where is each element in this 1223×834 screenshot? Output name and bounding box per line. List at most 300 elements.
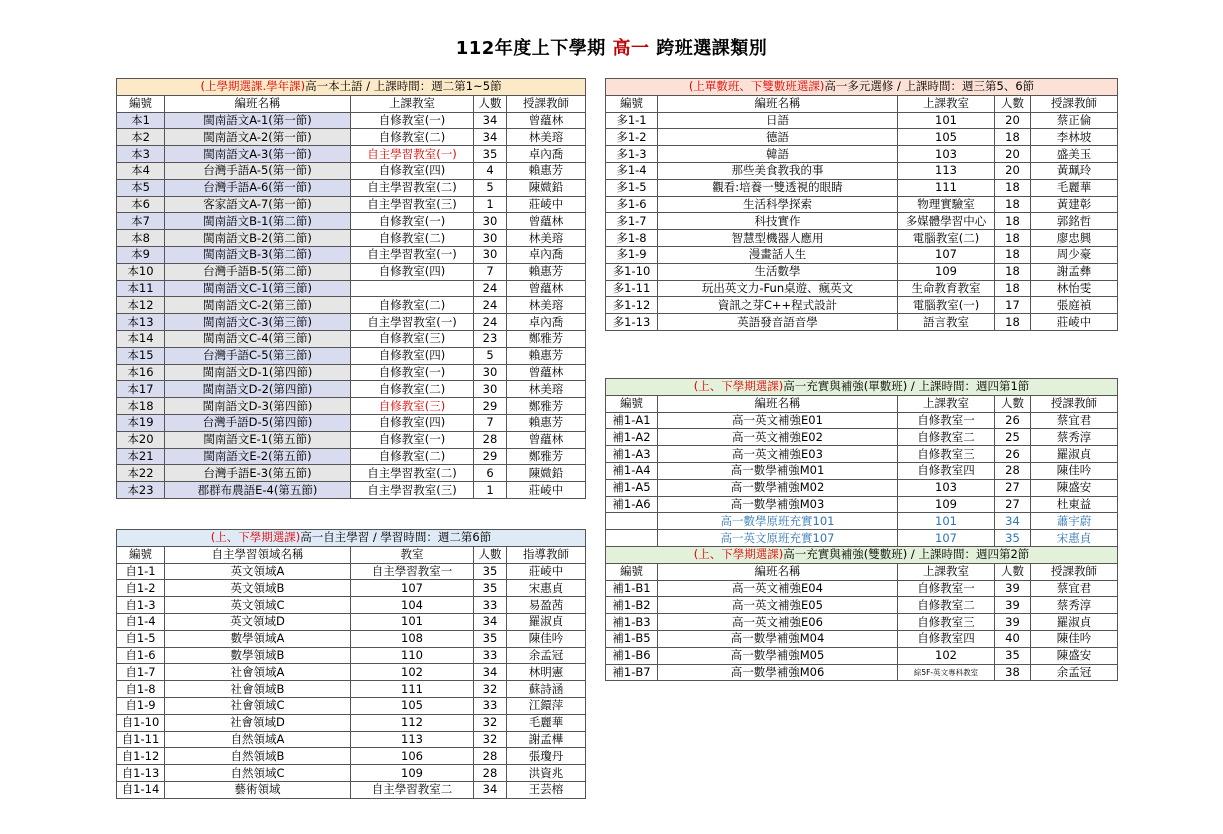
table-cell: 閩南語文A-3(第一節) [165, 146, 351, 163]
table-row [606, 146, 1118, 163]
table-cell: 102 [351, 664, 474, 681]
table-cell: 本8 [117, 230, 165, 247]
table-row [606, 412, 1118, 429]
caption-term: (上、下學期選課) [693, 547, 784, 562]
table-cell: 39 [995, 614, 1031, 631]
table-cell: 日語 [658, 112, 898, 129]
table-cell: 30 [474, 213, 507, 230]
table-cell: 112 [351, 714, 474, 731]
table-cell: 閩南語文B-2(第二節) [165, 230, 351, 247]
table-cell: 高一英文補強E05 [658, 597, 898, 614]
table-cell: 30 [474, 246, 507, 263]
table-cell: 自1-5 [117, 630, 165, 647]
table-cell: 補1-A5 [606, 479, 658, 496]
table-cell: 18 [995, 263, 1031, 280]
table-cell: 自修教室(三) [351, 398, 474, 415]
table-cell: 杜東益 [1031, 496, 1118, 513]
table-cell: 5 [474, 347, 507, 364]
table-cell: 本14 [117, 330, 165, 347]
table-cell: 本19 [117, 414, 165, 431]
table-cell: 28 [474, 748, 507, 765]
table-header [606, 379, 1118, 396]
table-cell: 108 [351, 630, 474, 647]
table-row [117, 765, 586, 782]
table-cell: 109 [898, 496, 995, 513]
column-header: 上課教室 [898, 95, 995, 112]
table-cell: 本11 [117, 280, 165, 297]
table-cell: 陳盛安 [1031, 647, 1118, 664]
table-cell: 莊崚中 [507, 196, 586, 213]
column-header: 編號 [606, 95, 658, 112]
table-cell: 28 [995, 462, 1031, 479]
table-cell: 多1-8 [606, 230, 658, 247]
table-cell: 自修教室三 [898, 446, 995, 463]
table-cell: 自主學習教室(三) [351, 196, 474, 213]
table-cell: 自修教室一 [898, 412, 995, 429]
table-cell: 本4 [117, 162, 165, 179]
table-cell: 那些美食教我的事 [658, 162, 898, 179]
table-cell: 本5 [117, 179, 165, 196]
column-header: 編號 [117, 95, 165, 112]
table-cell: 廖忠興 [1031, 230, 1118, 247]
table-cell: 卓內喬 [507, 314, 586, 331]
table-cell: 本16 [117, 364, 165, 381]
table-row [606, 647, 1118, 664]
table-cell: 107 [898, 530, 995, 547]
table-row [117, 381, 586, 398]
table-cell: 閩南語文C-2(第三節) [165, 297, 351, 314]
table-cell: 40 [995, 630, 1031, 647]
table-cell: 自1-6 [117, 647, 165, 664]
table-cell: 補1-B5 [606, 630, 658, 647]
table-cell: 台灣手語D-5(第四節) [165, 414, 351, 431]
column-header: 編班名稱 [658, 95, 898, 112]
table-cell: 自主學習教室(一) [351, 314, 474, 331]
table-cell: 多1-11 [606, 280, 658, 297]
table-cell: 林美瑢 [507, 230, 586, 247]
table-cell: 資訊之芽C++程式設計 [658, 297, 898, 314]
table-cell: 29 [474, 398, 507, 415]
table-cell: 盛美玉 [1031, 146, 1118, 163]
table-row [117, 781, 586, 798]
table-cell: 林美瑢 [507, 297, 586, 314]
table-cell: 台灣手語A-5(第一節) [165, 162, 351, 179]
title-highlight: 高一 [612, 38, 650, 59]
table-cell: 陳佳吟 [1031, 462, 1118, 479]
table-row [117, 129, 586, 146]
table-cell: 20 [995, 112, 1031, 129]
table-cell: 本6 [117, 196, 165, 213]
table-cell: 113 [351, 731, 474, 748]
table-row [606, 263, 1118, 280]
column-header: 編班名稱 [165, 95, 351, 112]
table-cell: 26 [995, 412, 1031, 429]
table-cell: 自1-11 [117, 731, 165, 748]
table-cell: 電腦教室(二) [898, 230, 995, 247]
table-cell: 生活科學探索 [658, 196, 898, 213]
table-cell: 陳媺鉛 [507, 179, 586, 196]
column-header: 授課教師 [1031, 95, 1118, 112]
table-cell: 34 [474, 781, 507, 798]
table-cell: 113 [898, 162, 995, 179]
table-row [117, 681, 586, 698]
table-cell: 107 [351, 580, 474, 597]
table-cell: 自修教室(四) [351, 162, 474, 179]
table-cell: 補1-A4 [606, 462, 658, 479]
table-caption [117, 530, 586, 547]
table-cell: 18 [995, 179, 1031, 196]
page-title: 112年度上下學期 高一 跨班選課類別 [455, 38, 768, 59]
table-cell: 28 [474, 765, 507, 782]
table-cell: 38 [995, 664, 1031, 681]
table-cell: 自主學習教室(二) [351, 465, 474, 482]
table-cell: 30 [474, 230, 507, 247]
table-cell: 台灣手語E-3(第五節) [165, 465, 351, 482]
table-cell: 補1-B3 [606, 614, 658, 631]
table-row [606, 496, 1118, 513]
table-cell: 自修教室(二) [351, 129, 474, 146]
table-cell: 自修教室四 [898, 630, 995, 647]
table-cell [606, 513, 658, 530]
table-cell: 自主學習教室(二) [351, 179, 474, 196]
table-cell: 陳佳吟 [507, 630, 586, 647]
self-learning-table [116, 529, 586, 799]
table-cell: 本23 [117, 482, 165, 499]
table-cell: 韓語 [658, 146, 898, 163]
table-cell: 卓內喬 [507, 246, 586, 263]
table-row [117, 364, 586, 381]
table-cell: 35 [474, 580, 507, 597]
table-cell: 23 [474, 330, 507, 347]
table-cell: 綜5F-英文專科教室 [898, 664, 995, 681]
table-cell: 35 [995, 530, 1031, 547]
column-header: 編號 [117, 546, 165, 563]
table-cell: 本15 [117, 347, 165, 364]
table-cell: 玩出英文力-Fun桌遊、瘋英文 [658, 280, 898, 297]
table-cell: 多1-4 [606, 162, 658, 179]
table-cell: 謝孟彝 [1031, 263, 1118, 280]
table-cell [351, 280, 474, 297]
table-row [606, 479, 1118, 496]
table-cell: 閩南語文A-2(第一節) [165, 129, 351, 146]
table-cell: 閩南語文B-1(第二節) [165, 213, 351, 230]
table-cell: 英文領域C [165, 597, 351, 614]
table-row [117, 731, 586, 748]
table-cell: 觀看:培養一雙透視的眼睛 [658, 179, 898, 196]
table-cell: 閩南語文D-3(第四節) [165, 398, 351, 415]
table-cell: 18 [995, 230, 1031, 247]
table-row [606, 112, 1118, 129]
table-cell: 本22 [117, 465, 165, 482]
table-cell: 蔡秀淳 [1031, 597, 1118, 614]
table-cell: 6 [474, 465, 507, 482]
table-cell: 自修教室(四) [351, 263, 474, 280]
caption-term: (上單數班、下雙數班選課) [688, 79, 825, 94]
table-cell: 高一英文補強E04 [658, 580, 898, 597]
table-cell: 1 [474, 482, 507, 499]
table-cell: 賴惠芳 [507, 162, 586, 179]
table-cell: 高一英文補強E02 [658, 429, 898, 446]
table-header [606, 546, 1118, 563]
table-row [117, 748, 586, 765]
table-cell: 35 [474, 146, 507, 163]
table-cell: 本9 [117, 246, 165, 263]
table-cell: 高一數學原班充實101 [658, 513, 898, 530]
table-cell: 林美瑢 [507, 129, 586, 146]
table-cell: 32 [474, 731, 507, 748]
table-cell: 賴惠芳 [507, 414, 586, 431]
mother-tongue-table [116, 78, 586, 499]
column-header: 教室 [351, 546, 474, 563]
table-cell: 本12 [117, 297, 165, 314]
table-cell: 7 [474, 414, 507, 431]
table-row [117, 280, 586, 297]
table-cell: 34 [995, 513, 1031, 530]
table-cell: 科技實作 [658, 213, 898, 230]
table-cell: 32 [474, 681, 507, 698]
table-cell: 黃珮玲 [1031, 162, 1118, 179]
table-cell: 33 [474, 597, 507, 614]
table-cell: 毛麗華 [507, 714, 586, 731]
column-header: 上課教室 [351, 95, 474, 112]
table-cell: 32 [474, 714, 507, 731]
caption-text: 高一自主學習 / 學習時間：週二第6節 [300, 530, 492, 545]
table-cell: 103 [898, 146, 995, 163]
table-cell: 自然領域C [165, 765, 351, 782]
table-row [606, 297, 1118, 314]
table-cell: 自1-9 [117, 697, 165, 714]
table-row [117, 414, 586, 431]
table-cell: 補1-B1 [606, 580, 658, 597]
table-row [606, 429, 1118, 446]
table-cell: 自主學習教室(三) [351, 482, 474, 499]
table-row [606, 280, 1118, 297]
table-cell: 高一數學補強M05 [658, 647, 898, 664]
table-cell: 鄭雅芳 [507, 330, 586, 347]
table-cell: 黃建彰 [1031, 196, 1118, 213]
table-cell: 英文領域A [165, 563, 351, 580]
table-cell: 數學領域A [165, 630, 351, 647]
table-cell: 莊崚中 [1031, 314, 1118, 331]
table-cell: 毛麗華 [1031, 179, 1118, 196]
table-cell: 曾蘊林 [507, 431, 586, 448]
table-cell: 語言教室 [898, 314, 995, 331]
table-cell: 洪資兆 [507, 765, 586, 782]
table-cell: 18 [995, 246, 1031, 263]
table-row [117, 697, 586, 714]
table-row [117, 647, 586, 664]
table-cell: 28 [474, 431, 507, 448]
table-cell: 鄭雅芳 [507, 398, 586, 415]
table-cell: 江鐶萍 [507, 697, 586, 714]
table-cell: 本10 [117, 263, 165, 280]
table-header [606, 79, 1118, 96]
table-row [117, 297, 586, 314]
table-cell: 29 [474, 448, 507, 465]
table-cell: 蔡宜君 [1031, 580, 1118, 597]
table-cell: 高一數學補強M04 [658, 630, 898, 647]
caption-term: (上、下學期選課) [693, 379, 784, 394]
table-cell: 閩南語文C-3(第三節) [165, 314, 351, 331]
table-cell: 101 [898, 513, 995, 530]
table-row [606, 196, 1118, 213]
table-cell: 34 [474, 112, 507, 129]
table-cell: 本20 [117, 431, 165, 448]
column-header: 人數 [474, 546, 507, 563]
table-cell: 林明憲 [507, 664, 586, 681]
table-cell: 30 [474, 364, 507, 381]
table-cell: 張瓊丹 [507, 748, 586, 765]
table-cell: 高一英文原班充實107 [658, 530, 898, 547]
table-cell: 110 [351, 647, 474, 664]
table-row [117, 563, 586, 580]
table-caption [117, 79, 586, 96]
table-cell: 藝術領域 [165, 781, 351, 798]
table-cell: 林美瑢 [507, 381, 586, 398]
table-cell: 閩南語文C-4(第三節) [165, 330, 351, 347]
table-cell: 39 [995, 580, 1031, 597]
column-header: 人數 [995, 563, 1031, 580]
table-cell: 105 [898, 129, 995, 146]
table-cell: 自修教室(二) [351, 381, 474, 398]
table-cell [606, 530, 658, 547]
table-cell: 本2 [117, 129, 165, 146]
table-cell: 賴惠芳 [507, 347, 586, 364]
table-cell: 羅淑貞 [507, 613, 586, 630]
table-cell: 曾蘊林 [507, 213, 586, 230]
table-cell: 閩南語文C-1(第三節) [165, 280, 351, 297]
table-cell: 高一數學補強M02 [658, 479, 898, 496]
table-row [117, 597, 586, 614]
table-cell: 35 [474, 563, 507, 580]
table-cell: 24 [474, 314, 507, 331]
table-cell: 107 [898, 246, 995, 263]
table-cell: 莊崚中 [507, 563, 586, 580]
table-cell: 自1-8 [117, 681, 165, 698]
table-row [606, 446, 1118, 463]
table-cell: 109 [351, 765, 474, 782]
table-cell: 高一數學補強M01 [658, 462, 898, 479]
table-cell: 109 [898, 263, 995, 280]
table-row [117, 230, 586, 247]
table-cell: 自然領域B [165, 748, 351, 765]
table-cell: 閩南語文E-2(第五節) [165, 448, 351, 465]
table-cell: 自修教室(三) [351, 330, 474, 347]
table-row [606, 314, 1118, 331]
table-cell: 閩南語文E-1(第五節) [165, 431, 351, 448]
table-cell: 本17 [117, 381, 165, 398]
table-cell: 張庭禎 [1031, 297, 1118, 314]
table-row [606, 179, 1118, 196]
table-cell: 補1-B2 [606, 597, 658, 614]
multi-elective-table [605, 78, 1118, 331]
table-cell: 曾蘊林 [507, 280, 586, 297]
table-cell: 自修教室二 [898, 429, 995, 446]
table-cell: 105 [351, 697, 474, 714]
column-header-row [606, 95, 1118, 112]
table-cell: 陳佳吟 [1031, 630, 1118, 647]
table-caption [606, 79, 1118, 96]
table-cell: 謝孟樺 [507, 731, 586, 748]
table-cell: 卓內喬 [507, 146, 586, 163]
table-cell: 自修教室三 [898, 614, 995, 631]
table-cell: 自1-1 [117, 563, 165, 580]
table-cell: 30 [474, 381, 507, 398]
table-cell: 26 [995, 446, 1031, 463]
table-cell: 電腦教室(一) [898, 297, 995, 314]
table-cell: 宋惠貞 [1031, 530, 1118, 547]
table-cell: 林怡雯 [1031, 280, 1118, 297]
enrichment-table [605, 378, 1118, 681]
table-cell: 自修教室(二) [351, 448, 474, 465]
table-cell: 多1-9 [606, 246, 658, 263]
table-cell: 20 [995, 162, 1031, 179]
table-row [606, 597, 1118, 614]
column-header-row [606, 563, 1118, 580]
table-row [117, 714, 586, 731]
table-cell: 17 [995, 297, 1031, 314]
table-cell: 自修教室(二) [351, 230, 474, 247]
table-cell: 自修教室(四) [351, 414, 474, 431]
table-cell: 24 [474, 297, 507, 314]
table-cell: 數學領域B [165, 647, 351, 664]
table-cell: 德語 [658, 129, 898, 146]
column-header: 編班名稱 [658, 395, 898, 412]
table-cell: 自1-3 [117, 597, 165, 614]
table-cell: 多1-6 [606, 196, 658, 213]
table-row [606, 213, 1118, 230]
table-cell: 自修教室(一) [351, 431, 474, 448]
column-header: 授課教師 [1031, 563, 1118, 580]
table-row [606, 664, 1118, 681]
table-cell: 自1-14 [117, 781, 165, 798]
table-cell: 自主學習教室(一) [351, 246, 474, 263]
table-row [606, 129, 1118, 146]
table-row [117, 613, 586, 630]
table-header [117, 79, 586, 96]
table-cell: 自修教室四 [898, 462, 995, 479]
caption-term: (上、下學期選課) [210, 530, 301, 545]
table-row [117, 465, 586, 482]
table-cell: 103 [898, 479, 995, 496]
table-cell: 多1-2 [606, 129, 658, 146]
table-cell: 閩南語文B-3(第二節) [165, 246, 351, 263]
table-cell: 7 [474, 263, 507, 280]
table-cell: 本3 [117, 146, 165, 163]
table-row [117, 246, 586, 263]
table-cell: 王芸榕 [507, 781, 586, 798]
table-cell: 自修教室(二) [351, 297, 474, 314]
table-cell: 18 [995, 196, 1031, 213]
column-header: 授課教師 [507, 95, 586, 112]
table-cell: 李林坡 [1031, 129, 1118, 146]
table-cell: 101 [898, 112, 995, 129]
table-row [606, 580, 1118, 597]
table-cell: 多1-3 [606, 146, 658, 163]
table-row [117, 431, 586, 448]
table-cell: 高一英文補強E01 [658, 412, 898, 429]
table-cell: 自修教室(一) [351, 112, 474, 129]
column-header: 授課教師 [1031, 395, 1118, 412]
table-cell: 106 [351, 748, 474, 765]
column-header-row [117, 95, 586, 112]
table-cell: 多1-1 [606, 112, 658, 129]
table-cell: 18 [995, 280, 1031, 297]
column-header: 自主學習領域名稱 [165, 546, 351, 563]
table-row [606, 630, 1118, 647]
table-cell: 社會領域A [165, 664, 351, 681]
table-cell: 自1-12 [117, 748, 165, 765]
